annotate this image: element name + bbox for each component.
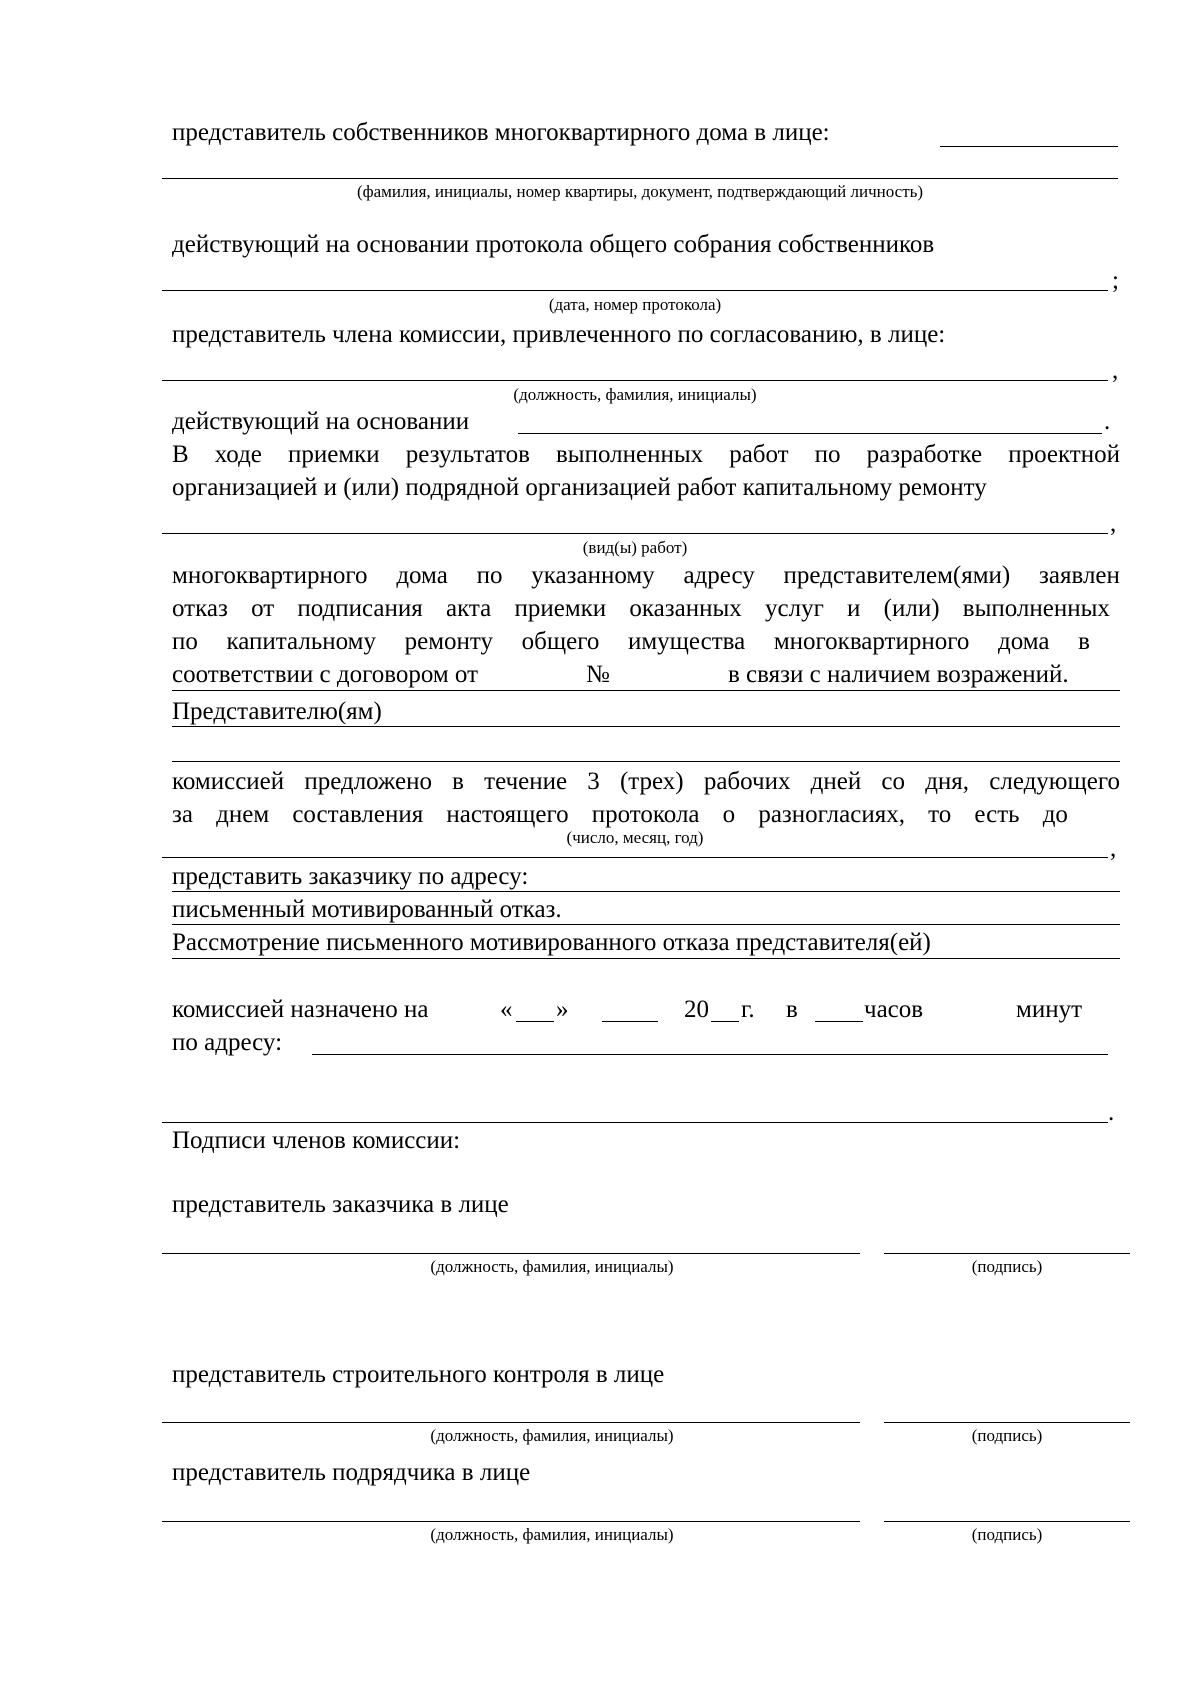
work-types-line — [162, 533, 1108, 534]
hours-label: часов — [864, 996, 924, 1023]
comma: , — [1110, 835, 1117, 862]
basis-label: действующий на основании — [172, 408, 470, 435]
period: . — [1104, 408, 1111, 435]
contract-label: соответствии с договором от — [172, 661, 479, 688]
written-refusal-text: письменный мотивированный отказ. — [172, 896, 562, 923]
year-blank — [711, 1021, 739, 1022]
construction-control-label: представитель строительного контроля в лице — [172, 1361, 665, 1388]
construction-control-signature-line — [884, 1422, 1130, 1423]
owners-representative-blank — [940, 146, 1118, 147]
protocol-date-caption: (дата, номер протокола) — [548, 295, 722, 314]
scheduled-label: комиссией назначено на — [172, 996, 429, 1023]
customer-representative-label: представитель заказчика в лице — [172, 1191, 509, 1218]
contractor-representative-label: представитель подрядчика в лице — [172, 1459, 531, 1486]
customer-signature-caption: (подпись) — [971, 1257, 1043, 1276]
refusal-text-line-3: по капитальному ремонту общего имущества многоквартирного дома в — [172, 628, 1090, 655]
meeting-address-line-2 — [162, 1122, 1108, 1123]
representatives-line-1 — [172, 726, 1120, 727]
year-suffix: г. — [741, 996, 755, 1023]
acceptance-text-line-1: В ходе приемки результатов выполненных работ по разработке проектной — [172, 441, 1120, 468]
date-caption: (число, месяц, год) — [566, 828, 704, 847]
basis-blank — [518, 433, 1102, 434]
written-refusal-line — [172, 924, 1120, 925]
contract-underline — [172, 690, 1120, 691]
deadline-text-line-2: за днем составления настоящего протокола о разногласиях, то есть до — [172, 801, 1068, 828]
representatives-label: Представителю(ям) — [172, 698, 382, 725]
at-label: в — [786, 996, 798, 1023]
refusal-text-line-2: отказ от подписания акта приемки оказанных услуг и (или) выполненных — [172, 595, 1110, 622]
comma: , — [1110, 510, 1117, 537]
contractor-signature-caption: (подпись) — [971, 1525, 1043, 1544]
comma: , — [1112, 357, 1119, 384]
review-line — [172, 958, 1120, 959]
month-blank — [602, 1021, 658, 1022]
owners-details-line — [162, 178, 1118, 179]
customer-address-line — [172, 891, 1120, 892]
day-blank — [516, 1021, 554, 1022]
contract-number-sign: № — [586, 661, 610, 688]
commission-member-label: представитель члена комиссии, привлеченного по согласованию, в лице: — [172, 321, 946, 348]
semicolon: ; — [1112, 267, 1119, 294]
commission-member-caption: (должность, фамилия, инициалы) — [513, 385, 757, 404]
construction-control-position-caption: (должность, фамилия, инициалы) — [430, 1426, 674, 1445]
hours-blank — [815, 1021, 863, 1022]
construction-control-position-line — [162, 1422, 860, 1423]
meeting-address-line — [312, 1054, 1108, 1055]
contractor-signature-line — [884, 1521, 1130, 1522]
review-text: Рассмотрение письменного мотивированного отказа представителя(ей) — [172, 929, 931, 956]
minutes-label: минут — [1016, 996, 1083, 1023]
customer-position-line — [162, 1253, 860, 1254]
contractor-position-line — [162, 1521, 860, 1522]
customer-signature-line — [884, 1253, 1130, 1254]
work-types-caption: (вид(ы) работ) — [582, 538, 688, 557]
protocol-basis-label: действующий на основании протокола общего собрания собственников — [172, 231, 935, 258]
close-quote: » — [556, 996, 569, 1023]
protocol-date-line — [162, 290, 1108, 291]
meeting-address-label: по адресу: — [172, 1029, 283, 1056]
commission-member-line — [162, 380, 1108, 381]
open-quote: « — [500, 996, 513, 1023]
date-line — [162, 857, 1108, 858]
customer-address-label: представить заказчику по адресу: — [172, 863, 529, 890]
acceptance-text-line-2: организацией и (или) подрядной организацией работ капитальному ремонту — [172, 474, 987, 501]
construction-control-signature-caption: (подпись) — [971, 1426, 1043, 1445]
year-prefix: 20 — [684, 996, 709, 1023]
customer-position-caption: (должность, фамилия, инициалы) — [430, 1257, 674, 1276]
objections-text: в связи с наличием возражений. — [728, 661, 1069, 688]
signatures-heading: Подписи членов комиссии: — [172, 1127, 461, 1154]
refusal-text-line-1: многоквартирного дома по указанному адресу представителем(ями) заявлен — [172, 562, 1120, 589]
owners-details-caption: (фамилия, инициалы, номер квартиры, документ, подтверждающий личность) — [356, 182, 924, 201]
representatives-line-2 — [172, 761, 1120, 762]
deadline-text-line-1: комиссией предложено в течение 3 (трех) рабочих дней со дня, следующего — [172, 768, 1120, 795]
owners-representative-label: представитель собственников многоквартирного дома в лице: — [172, 119, 830, 146]
contractor-position-caption: (должность, фамилия, инициалы) — [430, 1525, 674, 1544]
period: . — [1108, 1099, 1115, 1126]
